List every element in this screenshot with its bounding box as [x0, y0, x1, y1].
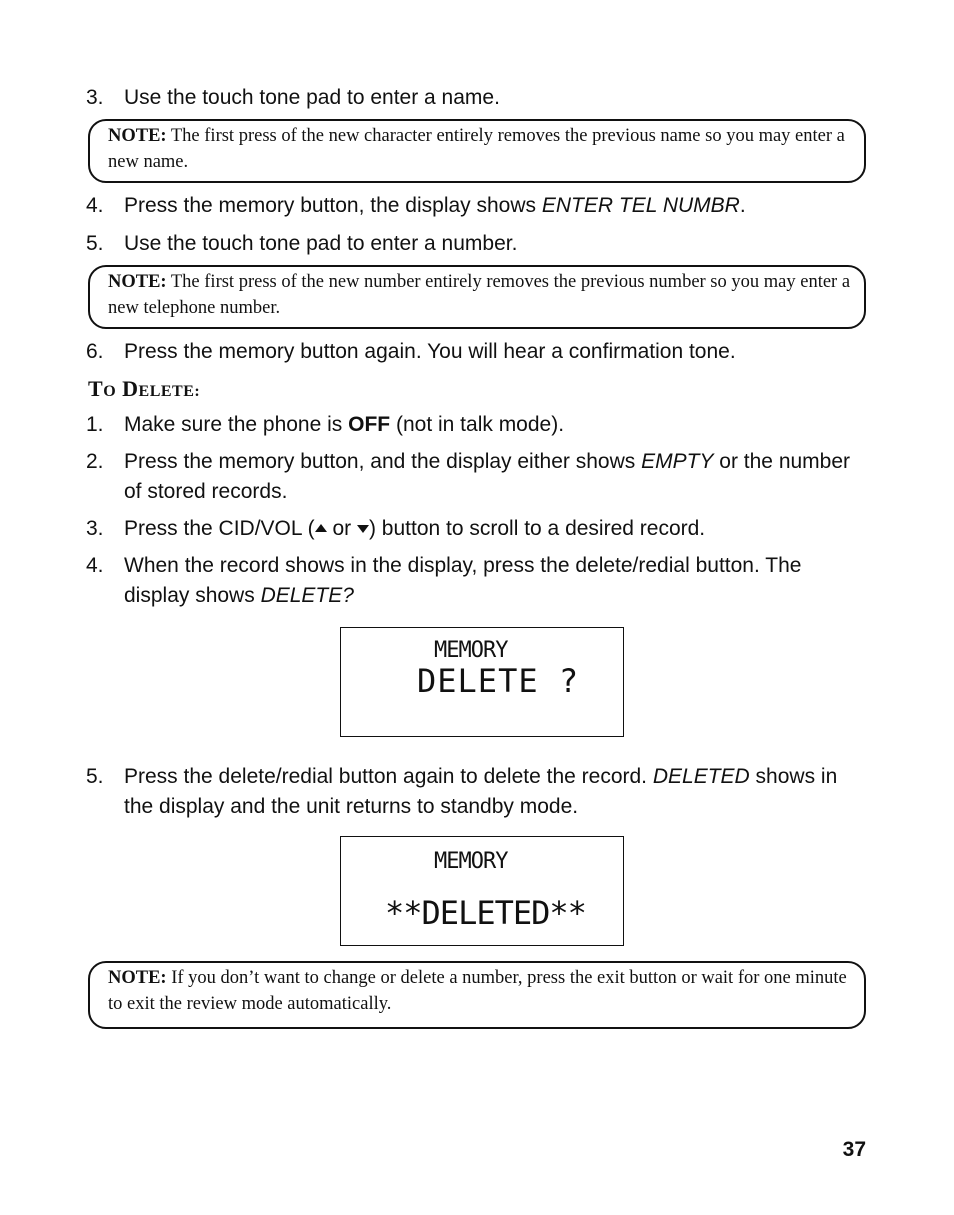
- arrow-up-icon: [315, 524, 327, 532]
- note-label: NOTE:: [108, 126, 167, 146]
- note-text: The first press of the new number entirely removes the previous number so you may enter a new telephone number.: [108, 272, 851, 318]
- note-label: NOTE:: [108, 272, 167, 292]
- lcd-display-deleted: [340, 836, 624, 946]
- display-text-delete: DELETE?: [260, 584, 354, 607]
- display-text-empty: EMPTY: [641, 450, 714, 473]
- note-label: NOTE:: [108, 968, 167, 988]
- note-box-number: [88, 265, 866, 329]
- note-box-name: [88, 119, 866, 183]
- manual-page: 3. Use the touch tone pad to enter a name. NOTE: The first press of the new character entirely removes the previous name so you may enter a new name. 4. Press the memory button, the display shows ENTER TEL NUMBR. 5. Use the touch tone pad to enter a number. NOTE: The first press of the new number entirely removes the previous number so you may enter a new telephone number. 6. Press the memory button again. You will hear a confirmation tone. TO DELETE: 1. Make sure the phone is OFF (not in talk mode). 2. Press the memory button, and the display either shows EMPTY or the number of stored records. 3. Press the CID/VOL ( or ) button to scroll to a desired record. 4. When the record shows in the display, press the delete/redial button. The display shows DELETE? MEMORY DELETE ? 5. Press the delete/redial button again to delete the record. DELETED shows in the display and the unit returns to standby mode. MEMORY **DELETED** NOTE: If you don’t want to change or delete a number, press the exit button or wait for one minute to exit the review mode automatically. 37: [86, 86, 866, 1161]
- note-box-exit: [88, 961, 866, 1029]
- note-text: The first press of the new character entirely removes the previous name so you may enter a new name.: [108, 126, 845, 172]
- display-text-deleted: DELETED: [652, 765, 750, 788]
- page-number: 37: [842, 1138, 866, 1161]
- arrow-down-icon: [357, 525, 369, 533]
- lcd-line-delete: DELETE ?: [417, 662, 580, 700]
- lcd-line-memory: MEMORY: [434, 638, 508, 663]
- lcd-display-delete: [340, 627, 624, 737]
- to-delete-heading: TO DELETE:: [88, 376, 201, 401]
- note-text: If you don’t want to change or delete a number, press the exit button or wait for one minute to exit the review mode automatically.: [108, 968, 847, 1014]
- display-text-enter-tel: ENTER TEL NUMBR: [541, 194, 740, 217]
- lcd-line-deleted: **DELETED**: [385, 894, 586, 932]
- off-label: OFF: [348, 413, 391, 436]
- lcd-line-memory: MEMORY: [434, 849, 508, 874]
